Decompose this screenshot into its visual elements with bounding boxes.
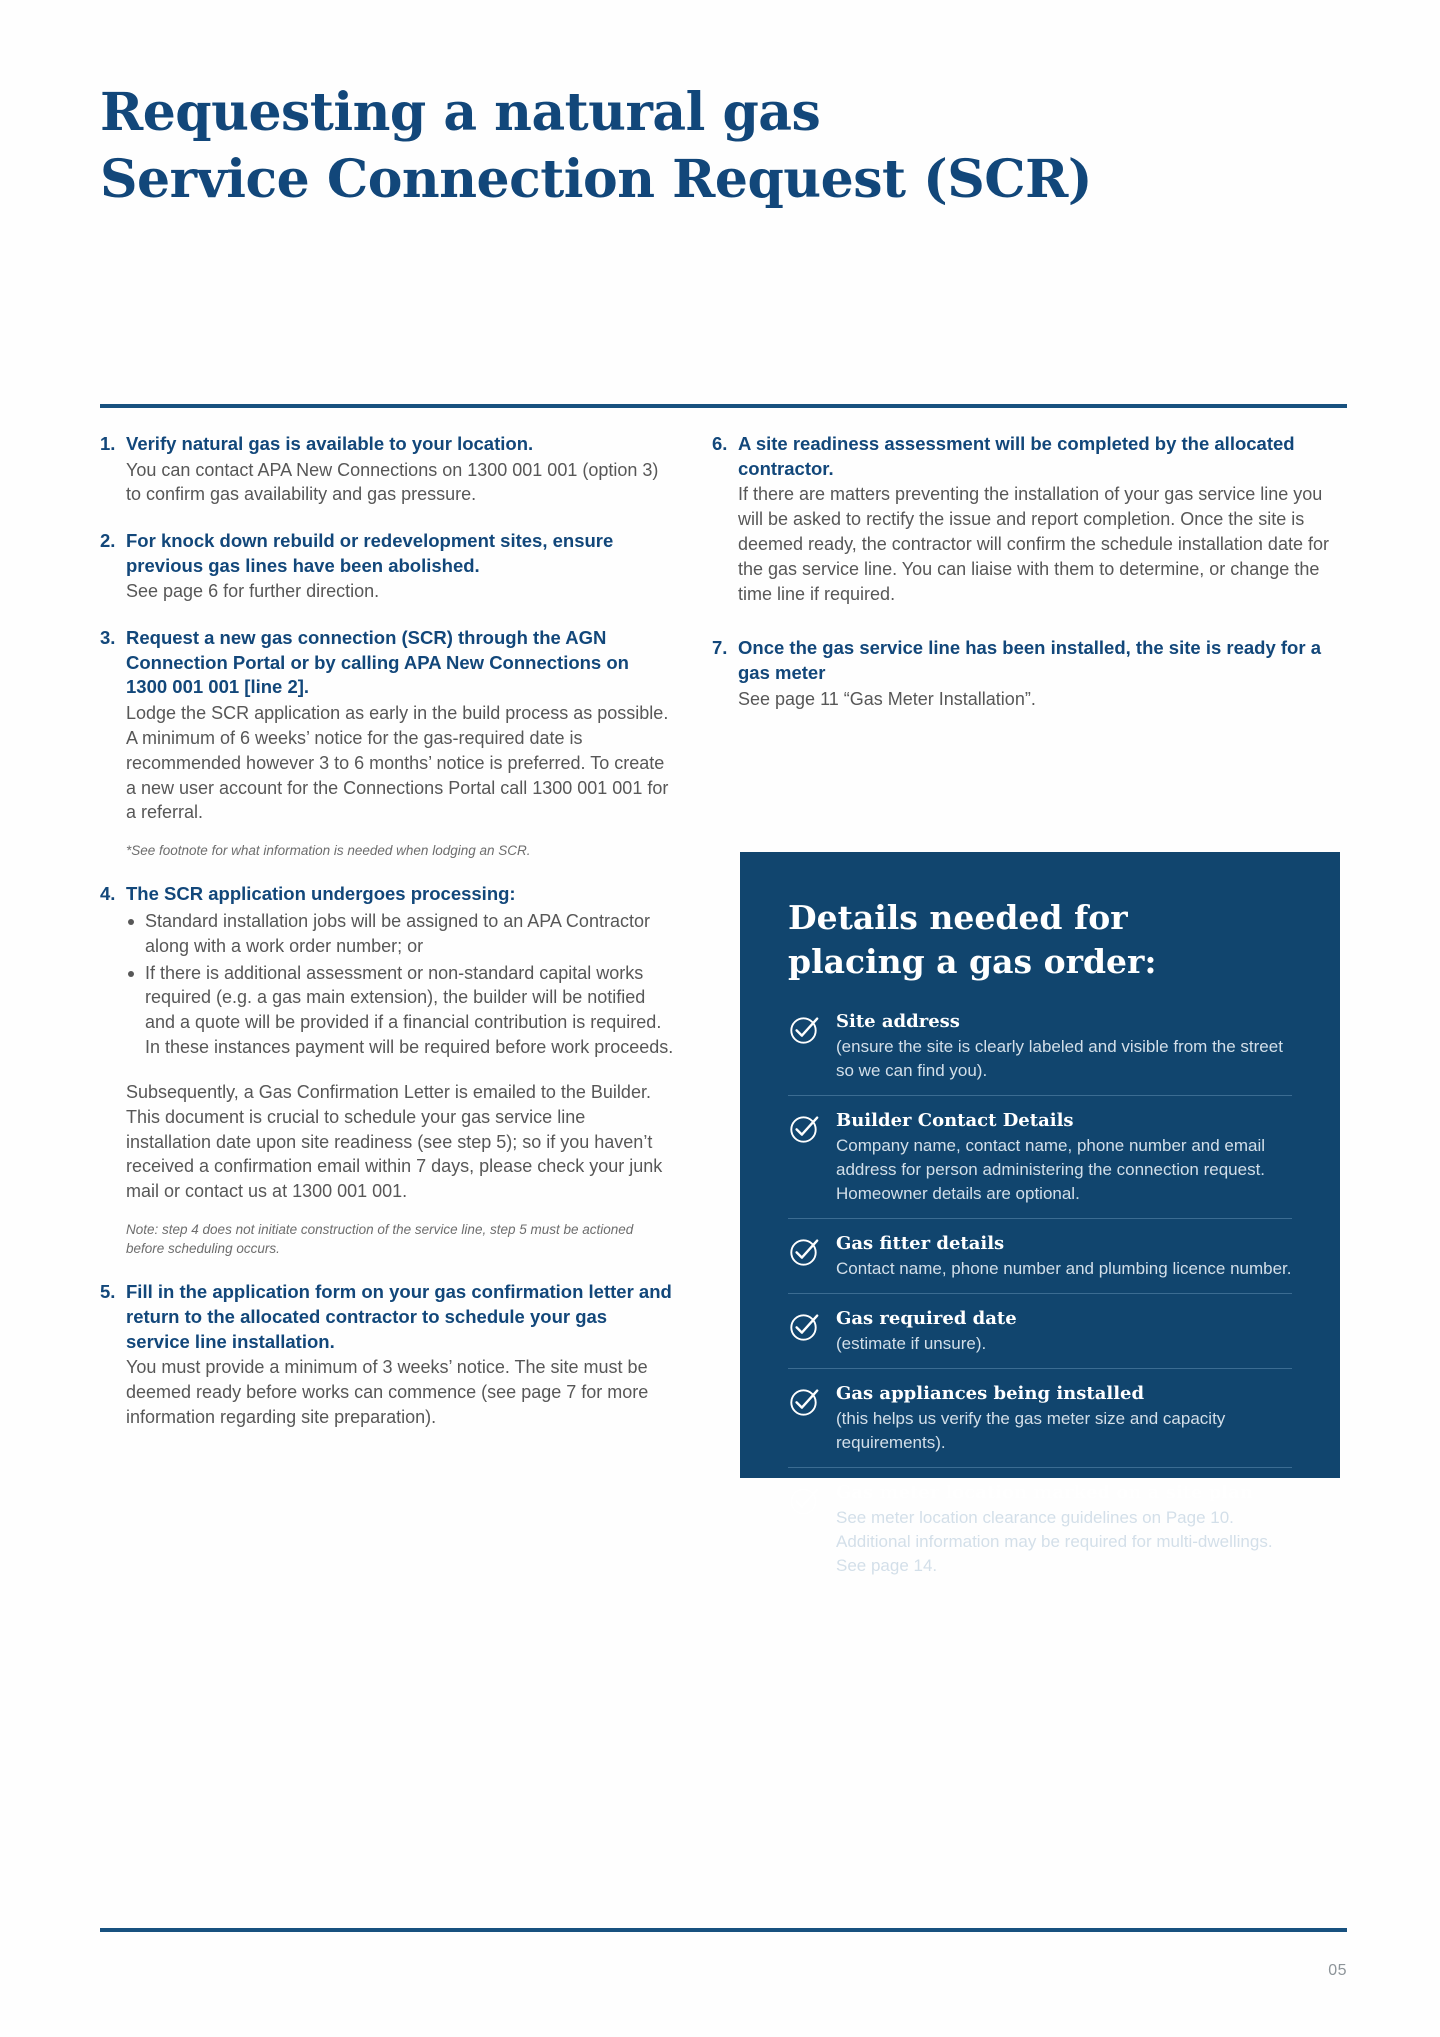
- step-body-paragraph: Lodge the SCR application as early in the build process as possible. A minimum of 6 weeks’ notice for the gas-required date is recommended however 3 to 6 months’ notice is preferred. To create a new user account for the Connections Portal call 1300 001 001 for a referral.: [126, 703, 669, 823]
- details-item-description: (ensure the site is clearly labeled and visible from the street so we can find you).: [836, 1037, 1283, 1080]
- details-item-heading: Site address: [836, 1010, 960, 1032]
- step-heading: A site readiness assessment will be completed by the allocated contractor.: [738, 433, 1295, 479]
- details-item-text: [836, 1109, 1292, 1206]
- step-body: [126, 1080, 675, 1204]
- step-body-paragraph: You must provide a minimum of 3 weeks’ notice. The site must be deemed ready before works can commence (see page 7 for more information regarding site preparation).: [126, 1357, 649, 1427]
- step-item-7: [712, 636, 1347, 711]
- details-item-description: Contact name, phone number and plumbing licence number.: [836, 1258, 1292, 1278]
- details-title-line-1: Details needed for: [788, 898, 1128, 937]
- step-number: 7.: [712, 637, 728, 659]
- step-note: Note: step 4 does not initiate construction of the service line, step 5 must be actioned before scheduling occurs.: [126, 1222, 634, 1257]
- step-body: [126, 701, 675, 825]
- step-body: [126, 579, 675, 604]
- check-circle-icon: [788, 1483, 822, 1517]
- details-item-gas-meter-location: [788, 1467, 1292, 1590]
- step-item-2: [100, 529, 675, 604]
- page-title-line-2: Service Connection Request (SCR): [100, 148, 1092, 210]
- details-item-text: [836, 1481, 1292, 1578]
- details-item-description: (estimate if unsure).: [836, 1334, 987, 1354]
- step-heading: Fill in the application form on your gas confirmation letter and return to the allocated contractor to schedule your gas service line installation.: [126, 1281, 672, 1352]
- step-heading-row: [100, 529, 675, 578]
- details-item-text: [836, 1307, 1292, 1356]
- details-item-site-address: [788, 1010, 1292, 1095]
- step-body: [126, 458, 675, 508]
- step-body: [738, 482, 1347, 606]
- step-number: 6.: [712, 433, 728, 454]
- details-item-heading: Gas appliances being installed: [836, 1382, 1145, 1404]
- step-body: [738, 687, 1347, 712]
- details-item-gas-fitter-details: [788, 1218, 1292, 1293]
- list-item: Standard installation jobs will be assigned to an APA Contractor along with a work order number; or: [126, 909, 675, 959]
- check-circle-icon: [788, 1111, 822, 1145]
- step-item-6: [712, 432, 1347, 606]
- details-item-heading: Gas fitter details: [836, 1232, 1005, 1254]
- step-heading-row: [712, 432, 1347, 481]
- step-body-paragraph: If there are matters preventing the installation of your gas service line you will be asked to rectify the issue and report completion. Once the site is deemed ready, the contractor will confirm the schedule installation date for the gas service line. You can liaise with them to determine, or change the time line if required.: [738, 484, 1329, 604]
- check-circle-icon: [788, 1384, 822, 1418]
- page-title: [100, 80, 1350, 213]
- right-column: [712, 432, 1347, 733]
- step-number: 1.: [100, 433, 116, 454]
- check-circle-icon: [788, 1012, 822, 1046]
- details-item-text: [836, 1232, 1292, 1281]
- details-item-description: See meter location clearance guidelines on Page 10. Additional information may be required for multi-dwellings. See page 14.: [836, 1508, 1273, 1575]
- details-item-text: [836, 1010, 1292, 1083]
- step-heading: Verify natural gas is available to your location.: [126, 433, 534, 454]
- page-title-line-1: Requesting a natural gas: [100, 82, 821, 143]
- details-panel-title: [788, 896, 1292, 984]
- step-number: 4.: [100, 883, 116, 905]
- details-item-gas-appliances: [788, 1368, 1292, 1467]
- step-body-paragraph: You can contact APA New Connections on 1300 001 001 (option 3) to confirm gas availability and gas pressure.: [126, 459, 659, 505]
- details-item-builder-contact-details: [788, 1095, 1292, 1218]
- details-item-description: Company name, contact name, phone number and email address for person administering the connection request. Homeowner details are optional.: [836, 1136, 1266, 1203]
- step-heading: For knock down rebuild or redevelopment sites, ensure previous gas lines have been abolished.: [126, 530, 614, 576]
- details-item-text: [836, 1382, 1292, 1455]
- details-item-gas-required-date: [788, 1293, 1292, 1368]
- step-heading-row: [100, 432, 675, 457]
- step-heading-row: [712, 636, 1347, 685]
- step-heading-row: [100, 1280, 675, 1354]
- details-item-list: [788, 1010, 1292, 1590]
- details-item-heading: Gas meter location marked on a site plan: [836, 1481, 1253, 1503]
- details-item-heading: Gas required date: [836, 1307, 1017, 1329]
- step-number: 3.: [100, 627, 116, 649]
- step-number: 2.: [100, 530, 116, 552]
- step-heading: Request a new gas connection (SCR) through the AGN Connection Portal or by calling APA New Connections on 1300 001 001 [line 2].: [126, 627, 629, 698]
- details-item-description: (this helps us verify the gas meter size and capacity requirements).: [836, 1409, 1226, 1453]
- bottom-divider: [100, 1928, 1347, 1932]
- details-title-line-2: placing a gas order:: [788, 941, 1157, 981]
- step-heading: Once the gas service line has been installed, the site is ready for a gas meter: [738, 637, 1321, 683]
- step-body-paragraph: See page 11 “Gas Meter Installation”.: [738, 688, 1036, 709]
- step-heading: The SCR application undergoes processing:: [126, 883, 516, 905]
- step-bullet-list: [100, 909, 675, 1060]
- step-heading-row: [100, 626, 675, 700]
- step-number: 5.: [100, 1281, 116, 1303]
- list-item: If there is additional assessment or non-standard capital works required (e.g. a gas main extension), the builder will be notified and a quote will be provided if a financial contribution is required. In these instances payment will be required before work proceeds.: [126, 961, 675, 1060]
- step-heading-row: [100, 882, 675, 907]
- step-item-1: [100, 432, 675, 507]
- step-item-3: [100, 626, 675, 860]
- top-divider: [100, 404, 1347, 408]
- step-body-paragraph: Subsequently, a Gas Confirmation Letter is emailed to the Builder. This document is crucial to schedule your gas service line installation date upon site readiness (see step 5); so if you haven’t received a confirmation email within 7 days, please check your junk mail or contact us at 1300 001 001.: [126, 1081, 663, 1202]
- page-number: 05: [1328, 1962, 1347, 1979]
- details-item-heading: Builder Contact Details: [836, 1109, 1074, 1131]
- step-item-4: [100, 882, 675, 1258]
- step-body-paragraph: See page 6 for further direction.: [126, 581, 380, 602]
- details-panel: [740, 852, 1340, 1575]
- left-column: [100, 432, 675, 1452]
- step-footnote: *See footnote for what information is needed when lodging an SCR.: [126, 843, 531, 859]
- step-item-5: [100, 1280, 675, 1429]
- check-circle-icon: [788, 1309, 822, 1343]
- check-circle-icon: [788, 1234, 822, 1268]
- step-body: [126, 1355, 675, 1429]
